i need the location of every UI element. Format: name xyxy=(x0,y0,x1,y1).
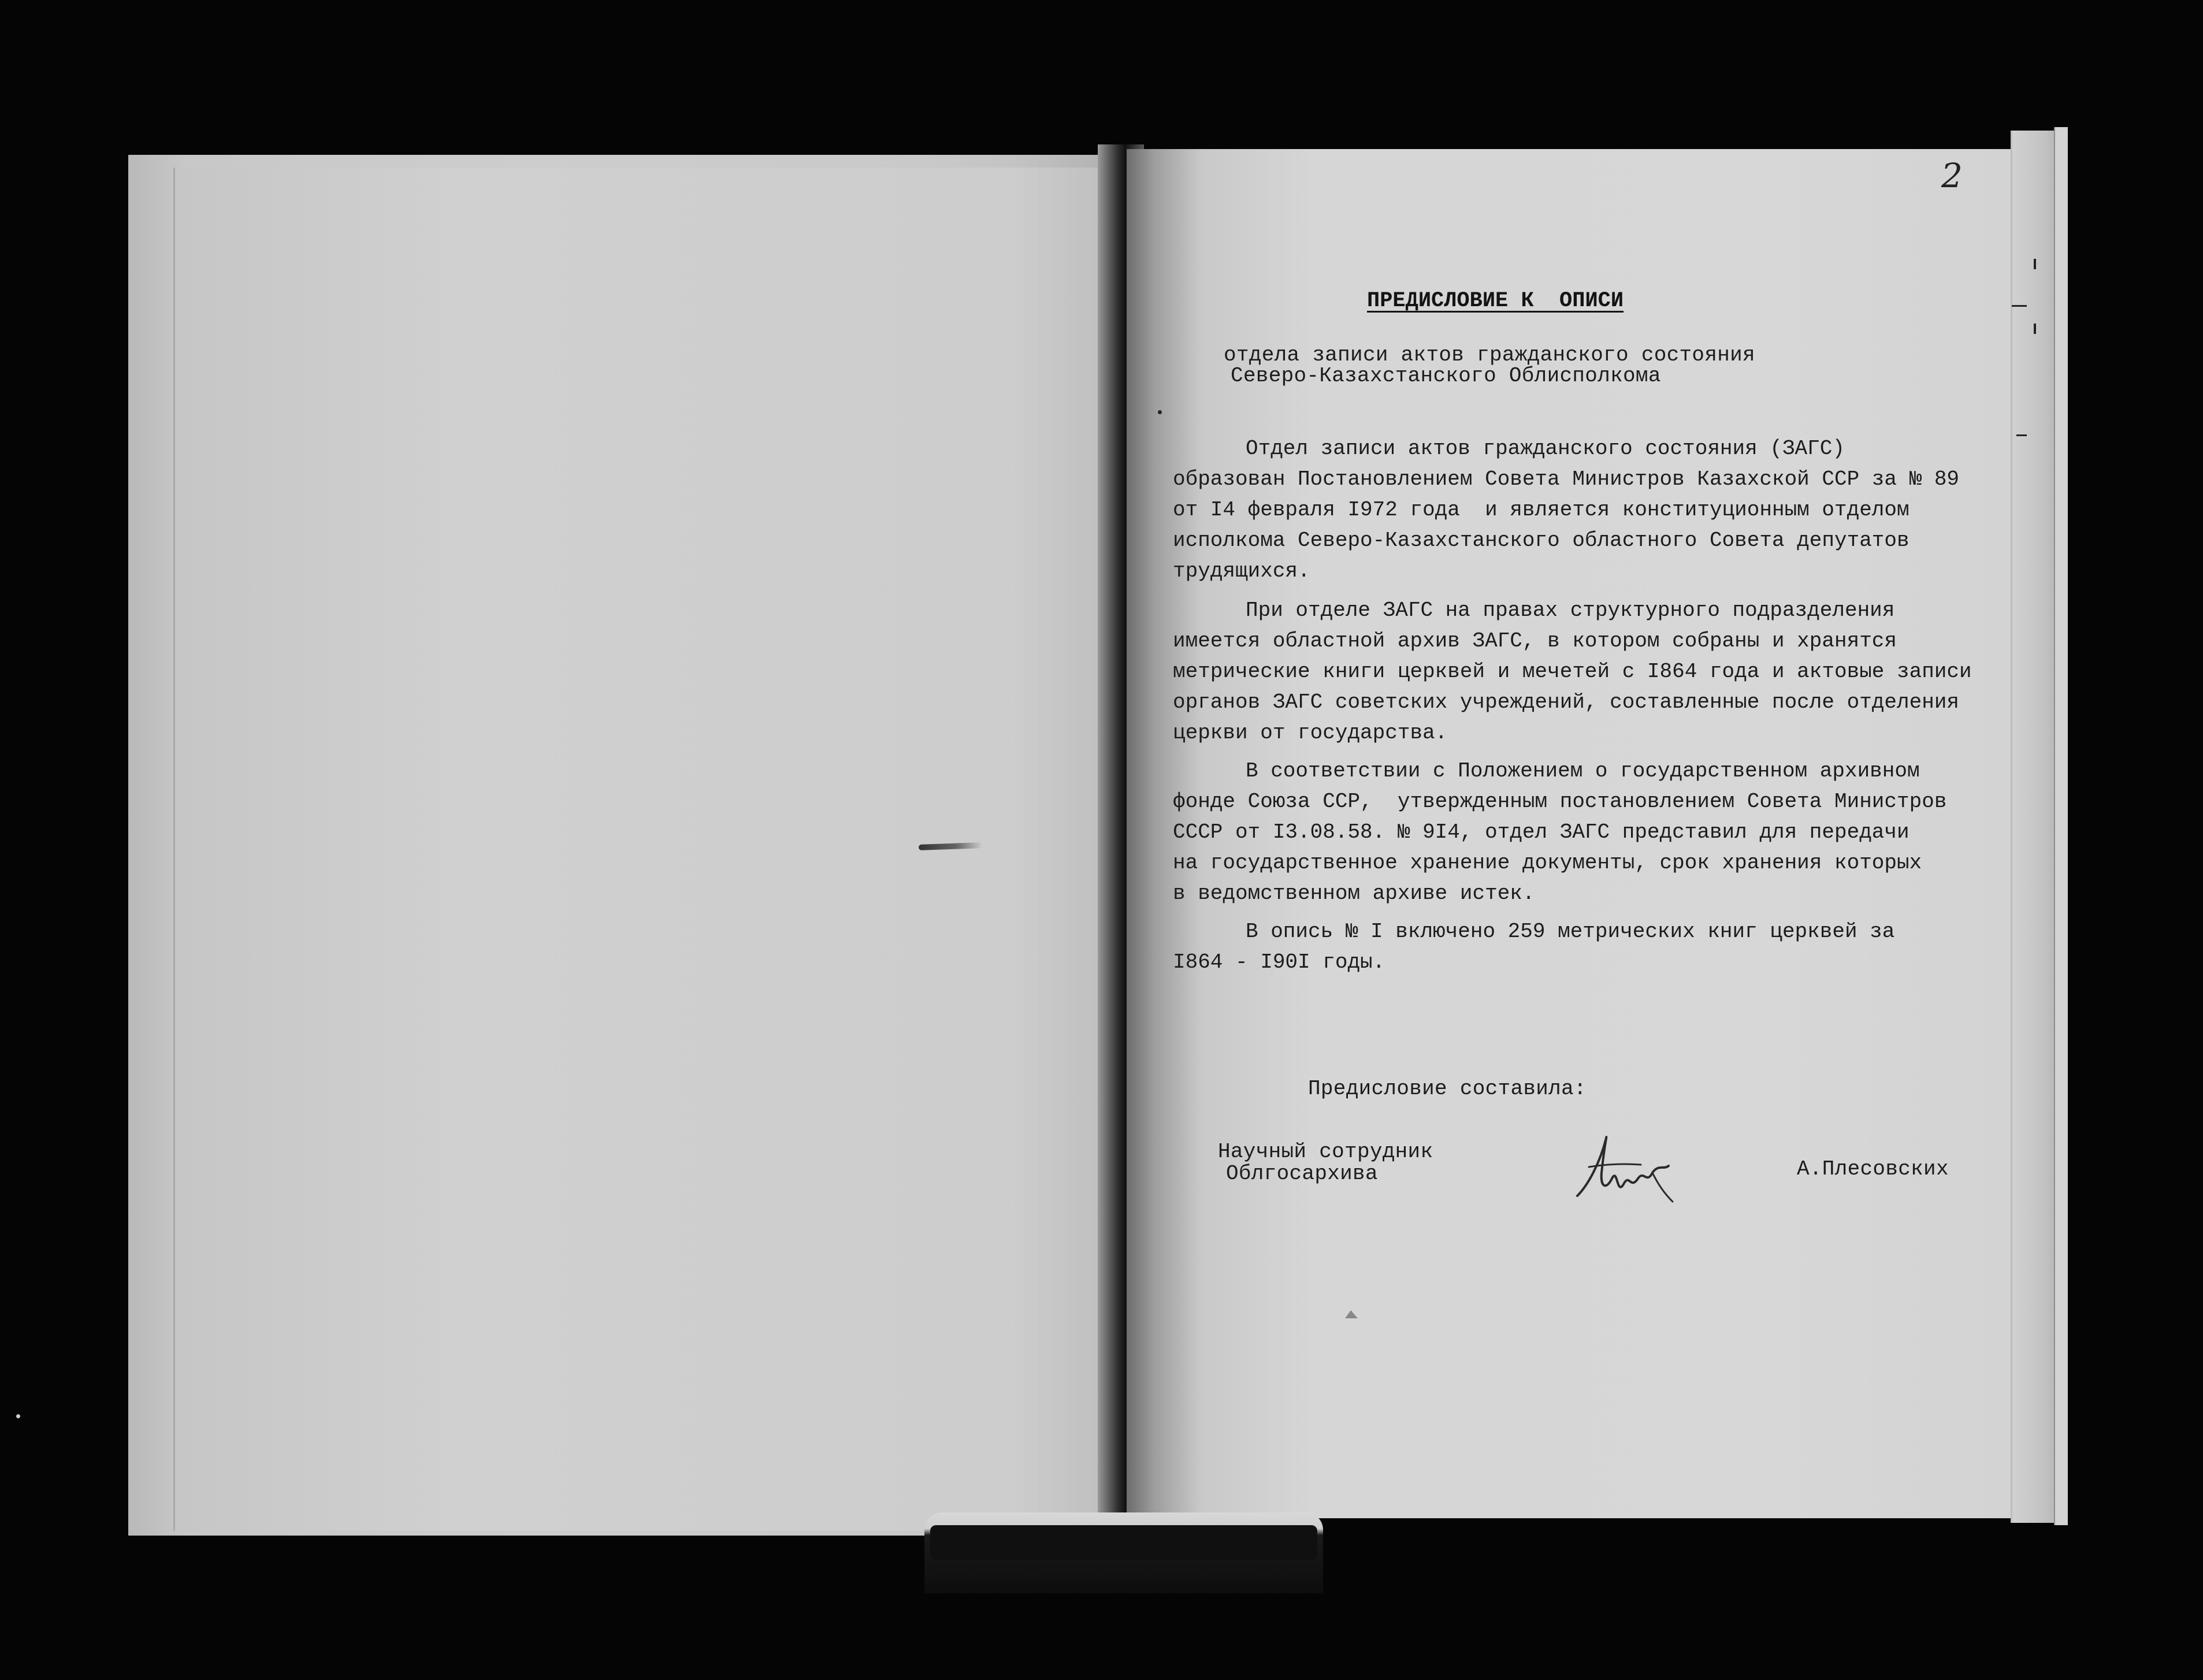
subtitle-line: Северо-Казахстанского Облисполкома xyxy=(1231,364,1661,388)
paragraph-line: исполкома Северо-Казахстанского областного Совета депутатов xyxy=(1173,529,1909,552)
paragraph-line: на государственное хранение документы, срок хранения которых xyxy=(1173,851,1922,875)
margin-dot xyxy=(1158,410,1162,414)
signature-icon xyxy=(1566,1115,1693,1213)
stamp-mark-icon xyxy=(1344,1309,1359,1320)
composed-by-label: Предисловие составила: xyxy=(1308,1077,1587,1101)
paragraph-line: церкви от государства. xyxy=(1173,721,1448,745)
paragraph-line: органов ЗАГС советских учреждений, составленные после отделения xyxy=(1173,690,1960,714)
paragraph xyxy=(1173,433,2022,586)
paragraph-line: В опись № I включено 259 метрических книг церквей за xyxy=(1246,920,1895,943)
subtitle-line: отдела записи актов гражданского состояния xyxy=(1224,343,1755,367)
paragraph-line: образован Постановлением Совета Министров Казахской ССР за № 89 xyxy=(1173,467,1960,491)
paragraph-line: I864 - I90I годы. xyxy=(1173,950,1385,974)
paragraph-line: При отделе ЗАГС на правах структурного подразделения xyxy=(1246,599,1895,622)
paragraph-line: В соответствии с Положением о государственном архивном xyxy=(1246,759,1920,783)
paragraph-line: от I4 февраля I972 года и является конституционным отделом xyxy=(1173,498,1909,522)
paragraph xyxy=(1173,595,2022,748)
paragraph xyxy=(1173,916,2022,977)
left-page-inner-sheet xyxy=(173,168,1123,1531)
author-name: А.Плесовских xyxy=(1797,1157,1949,1181)
paragraph xyxy=(1173,756,2022,909)
paragraph-line: в ведомственном архиве истек. xyxy=(1173,882,1535,905)
paragraph-line: имеется областной архив ЗАГС, в котором собраны и хранятся xyxy=(1173,629,1897,653)
right-page-edge-outer xyxy=(2054,127,2068,1525)
paragraph-line: фонде Союза ССР, утвержденным постановлением Совета Министров xyxy=(1173,790,1947,813)
paragraph-line: трудящихся. xyxy=(1173,559,1310,583)
page-number: 2 xyxy=(1941,156,1963,195)
edge-tick xyxy=(2034,324,2036,334)
paragraph-line: метрические книги церквей и мечетей с I864 года и актовые записи xyxy=(1173,660,1972,683)
film-dot xyxy=(16,1414,20,1418)
paragraph-line: Отдел записи актов гражданского состояния (ЗАГС) xyxy=(1246,437,1845,460)
paragraph-line: СССР от I3.08.58. № 9I4, отдел ЗАГС представил для передачи xyxy=(1173,820,1909,844)
document-title: ПРЕДИСЛОВИЕ К ОПИСИ xyxy=(1367,289,1624,313)
binding-clip-inner xyxy=(930,1525,1317,1560)
edge-tick xyxy=(2034,259,2036,269)
author-position-line: Научный сотрудник xyxy=(1218,1140,1433,1164)
edge-tick xyxy=(2012,305,2027,307)
author-position-line: Облгосархива xyxy=(1226,1162,1378,1185)
